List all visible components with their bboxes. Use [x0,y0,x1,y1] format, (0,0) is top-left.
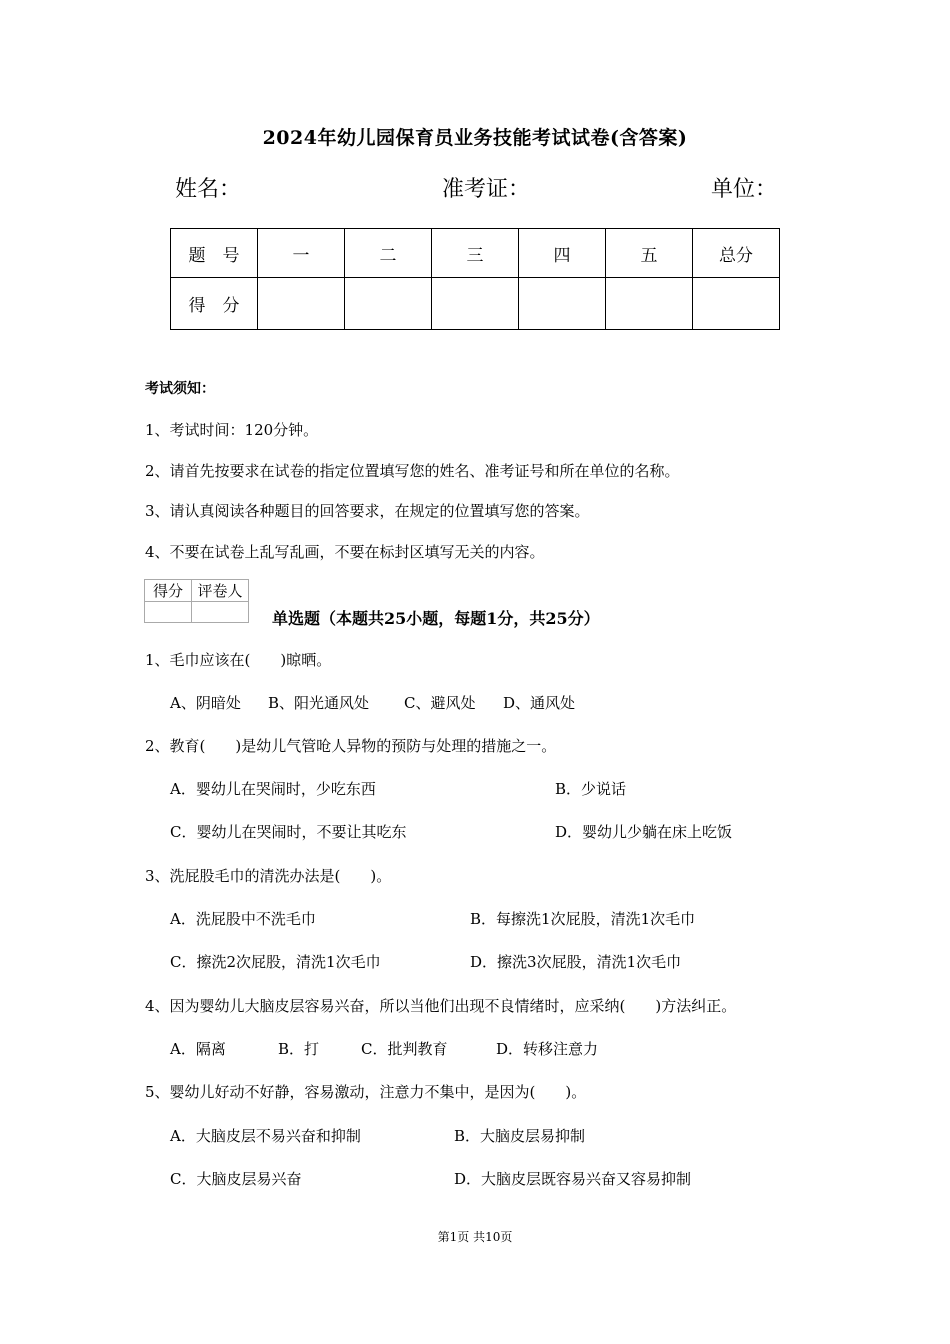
score-header-total: 总分 [693,229,780,278]
section-title: 单选题（本题共25小题，每题1分，共25分） [272,609,600,628]
question-1-option-a: A、阴暗处 [170,694,241,712]
score-table [170,228,780,330]
question-5-option-d: D．大脑皮层既容易兴奋又容易抑制 [454,1170,692,1188]
name-label: 姓名： [175,177,242,202]
question-3-option-c: C．擦洗2次屁股，清洗1次毛巾 [170,953,381,971]
grader-score-cell [145,602,192,623]
question-3: 3、洗屁股毛巾的清洗办法是( )。 [145,867,392,885]
score-header-5: 五 [606,229,693,278]
question-5-option-b: B．大脑皮层易抑制 [454,1127,586,1145]
notice-item: 3、请认真阅读各种题目的回答要求，在规定的位置填写您的答案。 [145,502,590,520]
score-cell [345,278,432,330]
grader-name-label: 评卷人 [192,580,249,602]
question-1: 1、毛巾应该在( )晾晒。 [145,651,332,669]
candidate-info-row [175,172,785,204]
score-header-2: 二 [345,229,432,278]
score-cell [519,278,606,330]
question-4-option-a: A．隔离 [170,1040,226,1058]
question-3-option-b: B．每擦洗1次屁股，清洗1次毛巾 [470,910,696,928]
grader-name-cell [192,602,249,623]
question-2-option-d: D．婴幼儿少躺在床上吃饭 [555,823,733,841]
exam-id-label: 准考证： [442,177,531,202]
notice-item: 1、考试时间：120分钟。 [145,421,319,439]
question-2-option-c: C．婴幼儿在哭闹时，不要让其吃东 [170,823,407,841]
grader-score-label: 得分 [145,580,192,602]
question-4-option-b: B．打 [278,1040,320,1058]
question-3-option-d: D．擦洗3次屁股，清洗1次毛巾 [470,953,682,971]
question-1-option-c: C、避风处 [404,694,476,712]
question-4-option-c: C．批判教育 [361,1040,448,1058]
score-cell [258,278,345,330]
score-header-1: 一 [258,229,345,278]
question-1-option-d: D、通风处 [503,694,576,712]
question-2-option-a: A．婴幼儿在哭闹时，少吃东西 [170,780,376,798]
unit-label: 单位： [711,177,778,202]
notice-item: 4、不要在试卷上乱写乱画，不要在标封区填写无关的内容。 [145,543,545,561]
grader-box [144,579,249,623]
page-title: 2024年幼儿园保育员业务技能考试试卷(含答案) [262,127,688,149]
question-1-option-b: B、阳光通风处 [268,694,370,712]
question-2: 2、教育( )是幼儿气管呛人异物的预防与处理的措施之一。 [145,737,557,755]
question-5: 5、婴幼儿好动不好静，容易激动，注意力不集中，是因为( )。 [145,1083,587,1101]
score-header-label: 题 号 [171,229,258,278]
question-5-option-a: A．大脑皮层不易兴奋和抑制 [170,1127,361,1145]
score-row-label: 得 分 [171,278,258,330]
page-footer: 第1页 共10页 [437,1230,513,1244]
question-4: 4、因为婴幼儿大脑皮层容易兴奋，所以当他们出现不良情绪时，应采纳( )方法纠正。 [145,997,737,1015]
score-cell [606,278,693,330]
score-header-4: 四 [519,229,606,278]
score-cell [432,278,519,330]
question-5-option-c: C．大脑皮层易兴奋 [170,1170,302,1188]
notice-item: 2、请首先按要求在试卷的指定位置填写您的姓名、准考证号和所在单位的名称。 [145,462,680,480]
notice-heading: 考试须知： [145,381,215,397]
question-4-option-d: D．转移注意力 [496,1040,599,1058]
score-header-3: 三 [432,229,519,278]
score-cell [693,278,780,330]
question-2-option-b: B．少说话 [555,780,627,798]
question-3-option-a: A．洗屁股中不洗毛巾 [170,910,316,928]
